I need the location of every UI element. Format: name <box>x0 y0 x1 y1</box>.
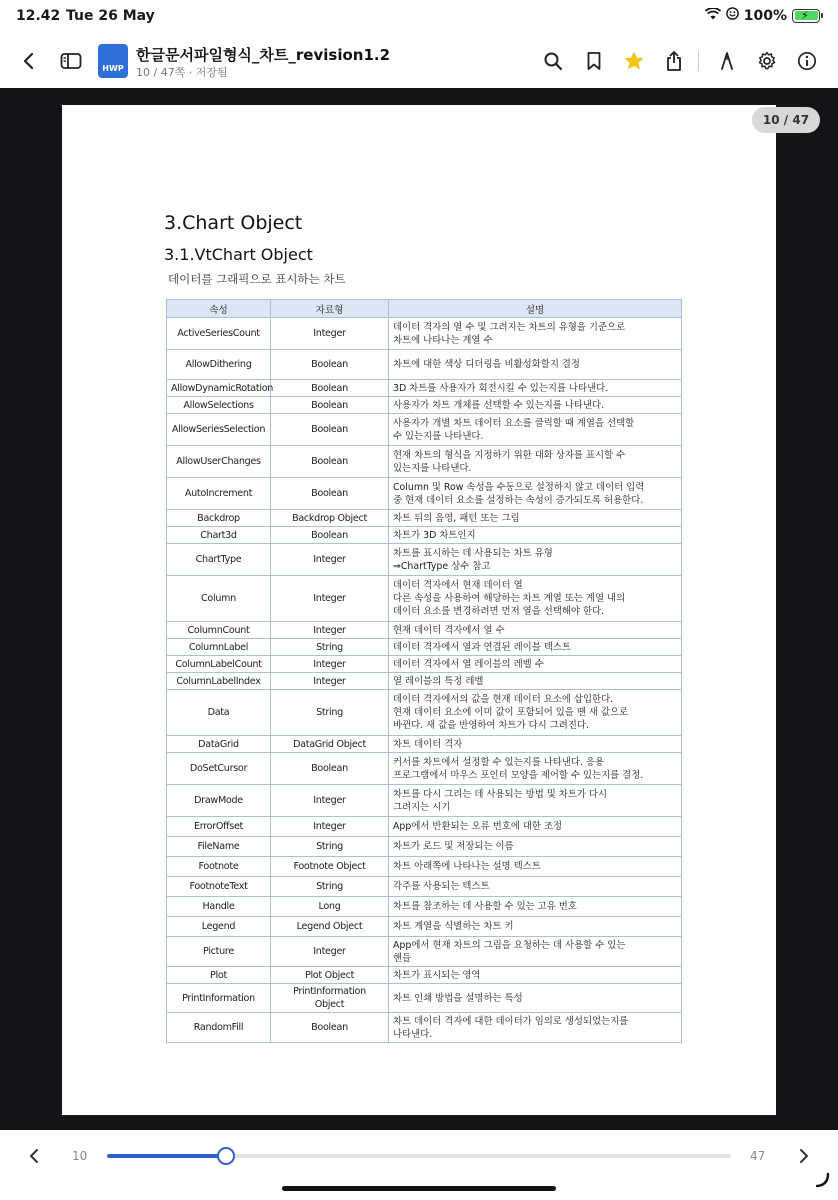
search-button[interactable] <box>538 46 568 76</box>
property-name-cell: Handle <box>167 897 271 917</box>
subsection-heading: 3.1.VtChart Object <box>164 245 313 264</box>
info-icon <box>797 51 817 71</box>
description-cell: 현재 데이터 격자에서 열 수 <box>389 622 682 639</box>
data-type-cell: Long <box>271 897 389 917</box>
sidebar-icon <box>60 52 82 70</box>
property-name-cell: AllowUserChanges <box>167 446 271 478</box>
page-navigation-bar <box>0 1130 838 1200</box>
document-title[interactable]: 한글문서파일형식_차트_revision1.2 <box>136 46 391 64</box>
description-cell: 차트 데이터 격자에 대한 데이터가 임의로 생성되었는지를 나타낸다. <box>389 1013 682 1043</box>
property-name-cell: DataGrid <box>167 736 271 753</box>
table-row <box>167 478 682 510</box>
data-type-cell: String <box>271 690 389 736</box>
property-name-cell: FileName <box>167 837 271 857</box>
star-icon <box>623 50 645 72</box>
table-row <box>167 857 682 877</box>
data-type-cell: Integer <box>271 622 389 639</box>
data-type-cell: Integer <box>271 937 389 967</box>
section-heading: 3.Chart Object <box>164 212 303 234</box>
property-name-cell: ColumnLabel <box>167 639 271 656</box>
bookmark-icon <box>586 51 602 71</box>
data-type-cell: Boolean <box>271 397 389 414</box>
table-row <box>167 656 682 673</box>
description-cell: 차트를 표시하는 데 사용되는 차트 유형 ⇒ChartType 상수 참고 <box>389 544 682 576</box>
property-name-cell: FootnoteText <box>167 877 271 897</box>
table-row <box>167 817 682 837</box>
data-type-cell: Integer <box>271 576 389 622</box>
description-cell: 데이터 격자에서 열과 연결된 레이블 텍스트 <box>389 639 682 656</box>
description-cell: 데이터 격자에서 현재 데이터 열 다른 속성을 사용하여 해당하는 차트 계열 또는 계열 내의 데이터 요소를 변경하려면 먼저 열을 선택해야 한다. <box>389 576 682 622</box>
toolbar-divider <box>698 51 699 71</box>
settings-button[interactable] <box>752 46 782 76</box>
table-row <box>167 380 682 397</box>
app-toolbar <box>0 34 838 88</box>
slider-thumb[interactable] <box>217 1147 235 1165</box>
status-time: 12.42 <box>16 8 61 24</box>
description-cell: 데이터 격자에서의 값을 현재 데이터 요소에 삽입한다. 현재 데이터 요소에 이미 값이 포함되어 있을 땐 새 값으로 바뀐다. 새 값을 반영하여 차트가 다시 그려진다. <box>389 690 682 736</box>
properties-table <box>166 299 682 1043</box>
property-name-cell: Plot <box>167 967 271 984</box>
data-type-cell: Boolean <box>271 478 389 510</box>
property-name-cell: ChartType <box>167 544 271 576</box>
table-row <box>167 785 682 817</box>
property-name-cell: ColumnLabelCount <box>167 656 271 673</box>
chevron-left-icon <box>28 1148 40 1164</box>
description-cell: App에서 반환되는 오류 번호에 대한 조정 <box>389 817 682 837</box>
description-cell: 차트 인쇄 방법을 설명하는 특성 <box>389 984 682 1013</box>
page-slider[interactable] <box>107 1154 731 1158</box>
next-page-button[interactable] <box>792 1144 816 1168</box>
table-row <box>167 967 682 984</box>
page-indicator: 10 / 47 <box>752 107 820 133</box>
data-type-cell: Backdrop Object <box>271 510 389 527</box>
column-header: 자료형 <box>271 300 389 318</box>
search-icon <box>543 51 563 71</box>
data-type-cell: String <box>271 639 389 656</box>
data-type-cell: Boolean <box>271 414 389 446</box>
description-cell: 차트가 3D 차트인지 <box>389 527 682 544</box>
property-name-cell: ErrorOffset <box>167 817 271 837</box>
table-row <box>167 576 682 622</box>
table-row <box>167 446 682 478</box>
description-cell: 차트 계열을 식별하는 차트 키 <box>389 917 682 937</box>
table-row <box>167 318 682 350</box>
data-type-cell: Integer <box>271 673 389 690</box>
section-description: 데이터를 그래픽으로 표시하는 차트 <box>168 272 346 286</box>
description-cell: 사용자가 개별 차트 데이터 요소를 클릭할 때 계열을 선택할 수 있는지를 나타낸다. <box>389 414 682 446</box>
property-name-cell: DoSetCursor <box>167 753 271 785</box>
table-row <box>167 527 682 544</box>
data-type-cell: Boolean <box>271 753 389 785</box>
table-row <box>167 639 682 656</box>
table-row <box>167 1013 682 1043</box>
property-name-cell: AutoIncrement <box>167 478 271 510</box>
property-name-cell: Chart3d <box>167 527 271 544</box>
property-name-cell: Column <box>167 576 271 622</box>
property-name-cell: AllowDithering <box>167 350 271 380</box>
gear-icon <box>757 51 777 71</box>
current-page-number: 10 <box>72 1149 88 1163</box>
document-subtitle: 10 / 47쪽 · 저장됨 <box>136 66 228 79</box>
table-row <box>167 984 682 1013</box>
favorite-button[interactable] <box>619 46 649 76</box>
bookmark-button[interactable] <box>579 46 609 76</box>
document-page <box>62 105 776 1115</box>
table-body <box>167 318 682 1043</box>
back-button[interactable] <box>14 46 44 76</box>
description-cell: 차트에 대한 색상 디더링을 비활성화할지 결정 <box>389 350 682 380</box>
description-cell: 차트 아래쪽에 나타나는 설명 텍스트 <box>389 857 682 877</box>
property-name-cell: AllowSelections <box>167 397 271 414</box>
data-type-cell: Integer <box>271 544 389 576</box>
table-row <box>167 510 682 527</box>
data-type-cell: DataGrid Object <box>271 736 389 753</box>
table-row <box>167 837 682 857</box>
description-cell: 현재 차트의 형식을 지정하기 위한 대화 상자를 표시할 수 있는지를 나타낸다. <box>389 446 682 478</box>
sidebar-toggle-button[interactable] <box>56 46 86 76</box>
description-cell: 차트가 로드 및 저장되는 이름 <box>389 837 682 857</box>
description-cell: Column 및 Row 속성을 수동으로 설정하지 않고 데이터 입력 중 현재 데이터 요소를 설정하는 속성이 증가되도록 허용한다. <box>389 478 682 510</box>
property-name-cell: PrintInformation <box>167 984 271 1013</box>
property-name-cell: AllowSeriesSelection <box>167 414 271 446</box>
data-type-cell: Integer <box>271 817 389 837</box>
previous-page-button[interactable] <box>22 1144 46 1168</box>
data-type-cell: Integer <box>271 318 389 350</box>
description-cell: 각주를 사용되는 텍스트 <box>389 877 682 897</box>
property-name-cell: ColumnCount <box>167 622 271 639</box>
chevron-right-icon <box>798 1148 810 1164</box>
table-row <box>167 414 682 446</box>
pen-tool-button[interactable] <box>712 46 742 76</box>
description-cell: 3D 차트를 사용자가 회전시킬 수 있는지를 나타낸다. <box>389 380 682 397</box>
document-viewer[interactable] <box>0 88 838 1130</box>
battery-icon: ⚡ <box>792 9 820 23</box>
description-cell: 열 레이블의 특정 레벨 <box>389 673 682 690</box>
data-type-cell: Integer <box>271 656 389 673</box>
table-row <box>167 690 682 736</box>
table-row <box>167 937 682 967</box>
description-cell: 데이터 격자의 열 수 및 그려지는 차트의 유형을 기준으로 차트에 나타나는 계열 수 <box>389 318 682 350</box>
status-indicators <box>705 7 820 24</box>
data-type-cell: Boolean <box>271 380 389 397</box>
table-row <box>167 673 682 690</box>
table-row <box>167 544 682 576</box>
data-type-cell: String <box>271 837 389 857</box>
table-row <box>167 917 682 937</box>
status-bar <box>0 0 838 34</box>
table-row <box>167 753 682 785</box>
description-cell: App에서 현재 차트의 그림을 요청하는 데 사용할 수 있는 핸들 <box>389 937 682 967</box>
property-name-cell: DrawMode <box>167 785 271 817</box>
data-type-cell: PrintInformation Object <box>271 984 389 1013</box>
total-page-number: 47 <box>750 1149 766 1163</box>
property-name-cell: Backdrop <box>167 510 271 527</box>
property-name-cell: AllowDynamicRotation <box>167 380 271 397</box>
data-type-cell: Integer <box>271 785 389 817</box>
share-icon <box>665 50 683 72</box>
chevron-left-icon <box>22 52 36 70</box>
description-cell: 차트가 표시되는 영역 <box>389 967 682 984</box>
data-type-cell: Boolean <box>271 527 389 544</box>
column-header: 속성 <box>167 300 271 318</box>
data-type-cell: Boolean <box>271 446 389 478</box>
data-type-cell: Boolean <box>271 350 389 380</box>
property-name-cell: RandomFill <box>167 1013 271 1043</box>
property-name-cell: ActiveSeriesCount <box>167 318 271 350</box>
table-header-row <box>167 300 682 318</box>
property-name-cell: Footnote <box>167 857 271 877</box>
description-cell: 차트 데이터 격자 <box>389 736 682 753</box>
hwp-file-icon: HWP <box>98 44 128 78</box>
property-name-cell: Legend <box>167 917 271 937</box>
property-name-cell: Data <box>167 690 271 736</box>
resize-handle-icon <box>814 1172 830 1188</box>
property-name-cell: ColumnLabelIndex <box>167 673 271 690</box>
data-type-cell: Legend Object <box>271 917 389 937</box>
description-cell: 차트를 다시 그리는 데 사용되는 방법 및 차트가 다시 그려지는 시기 <box>389 785 682 817</box>
description-cell: 사용자가 차트 개체를 선택할 수 있는지를 나타낸다. <box>389 397 682 414</box>
data-type-cell: Footnote Object <box>271 857 389 877</box>
focus-mode-icon <box>726 7 739 24</box>
table-row <box>167 350 682 380</box>
home-indicator[interactable] <box>282 1186 556 1191</box>
status-date: Tue 26 May <box>66 8 155 24</box>
share-button[interactable] <box>659 46 689 76</box>
property-name-cell: Picture <box>167 937 271 967</box>
data-type-cell: Plot Object <box>271 967 389 984</box>
description-cell: 커서를 차트에서 설정할 수 있는지를 나타낸다. 응용 프로그램에서 마우스 포인터 모양을 제어할 수 있는지를 결정. <box>389 753 682 785</box>
pen-icon <box>719 51 735 71</box>
column-header: 설명 <box>389 300 682 318</box>
data-type-cell: Boolean <box>271 1013 389 1043</box>
description-cell: 차트를 참조하는 데 사용할 수 있는 고유 번호 <box>389 897 682 917</box>
table-row <box>167 622 682 639</box>
data-type-cell: String <box>271 877 389 897</box>
description-cell: 데이터 격자에서 열 레이블의 레벨 수 <box>389 656 682 673</box>
table-row <box>167 877 682 897</box>
wifi-icon <box>705 8 721 24</box>
info-button[interactable] <box>792 46 822 76</box>
battery-percent: 100% <box>743 7 787 24</box>
table-row <box>167 736 682 753</box>
table-row <box>167 897 682 917</box>
slider-fill <box>107 1154 226 1158</box>
description-cell: 차트 뒤의 음영, 패턴 또는 그림 <box>389 510 682 527</box>
table-row <box>167 397 682 414</box>
